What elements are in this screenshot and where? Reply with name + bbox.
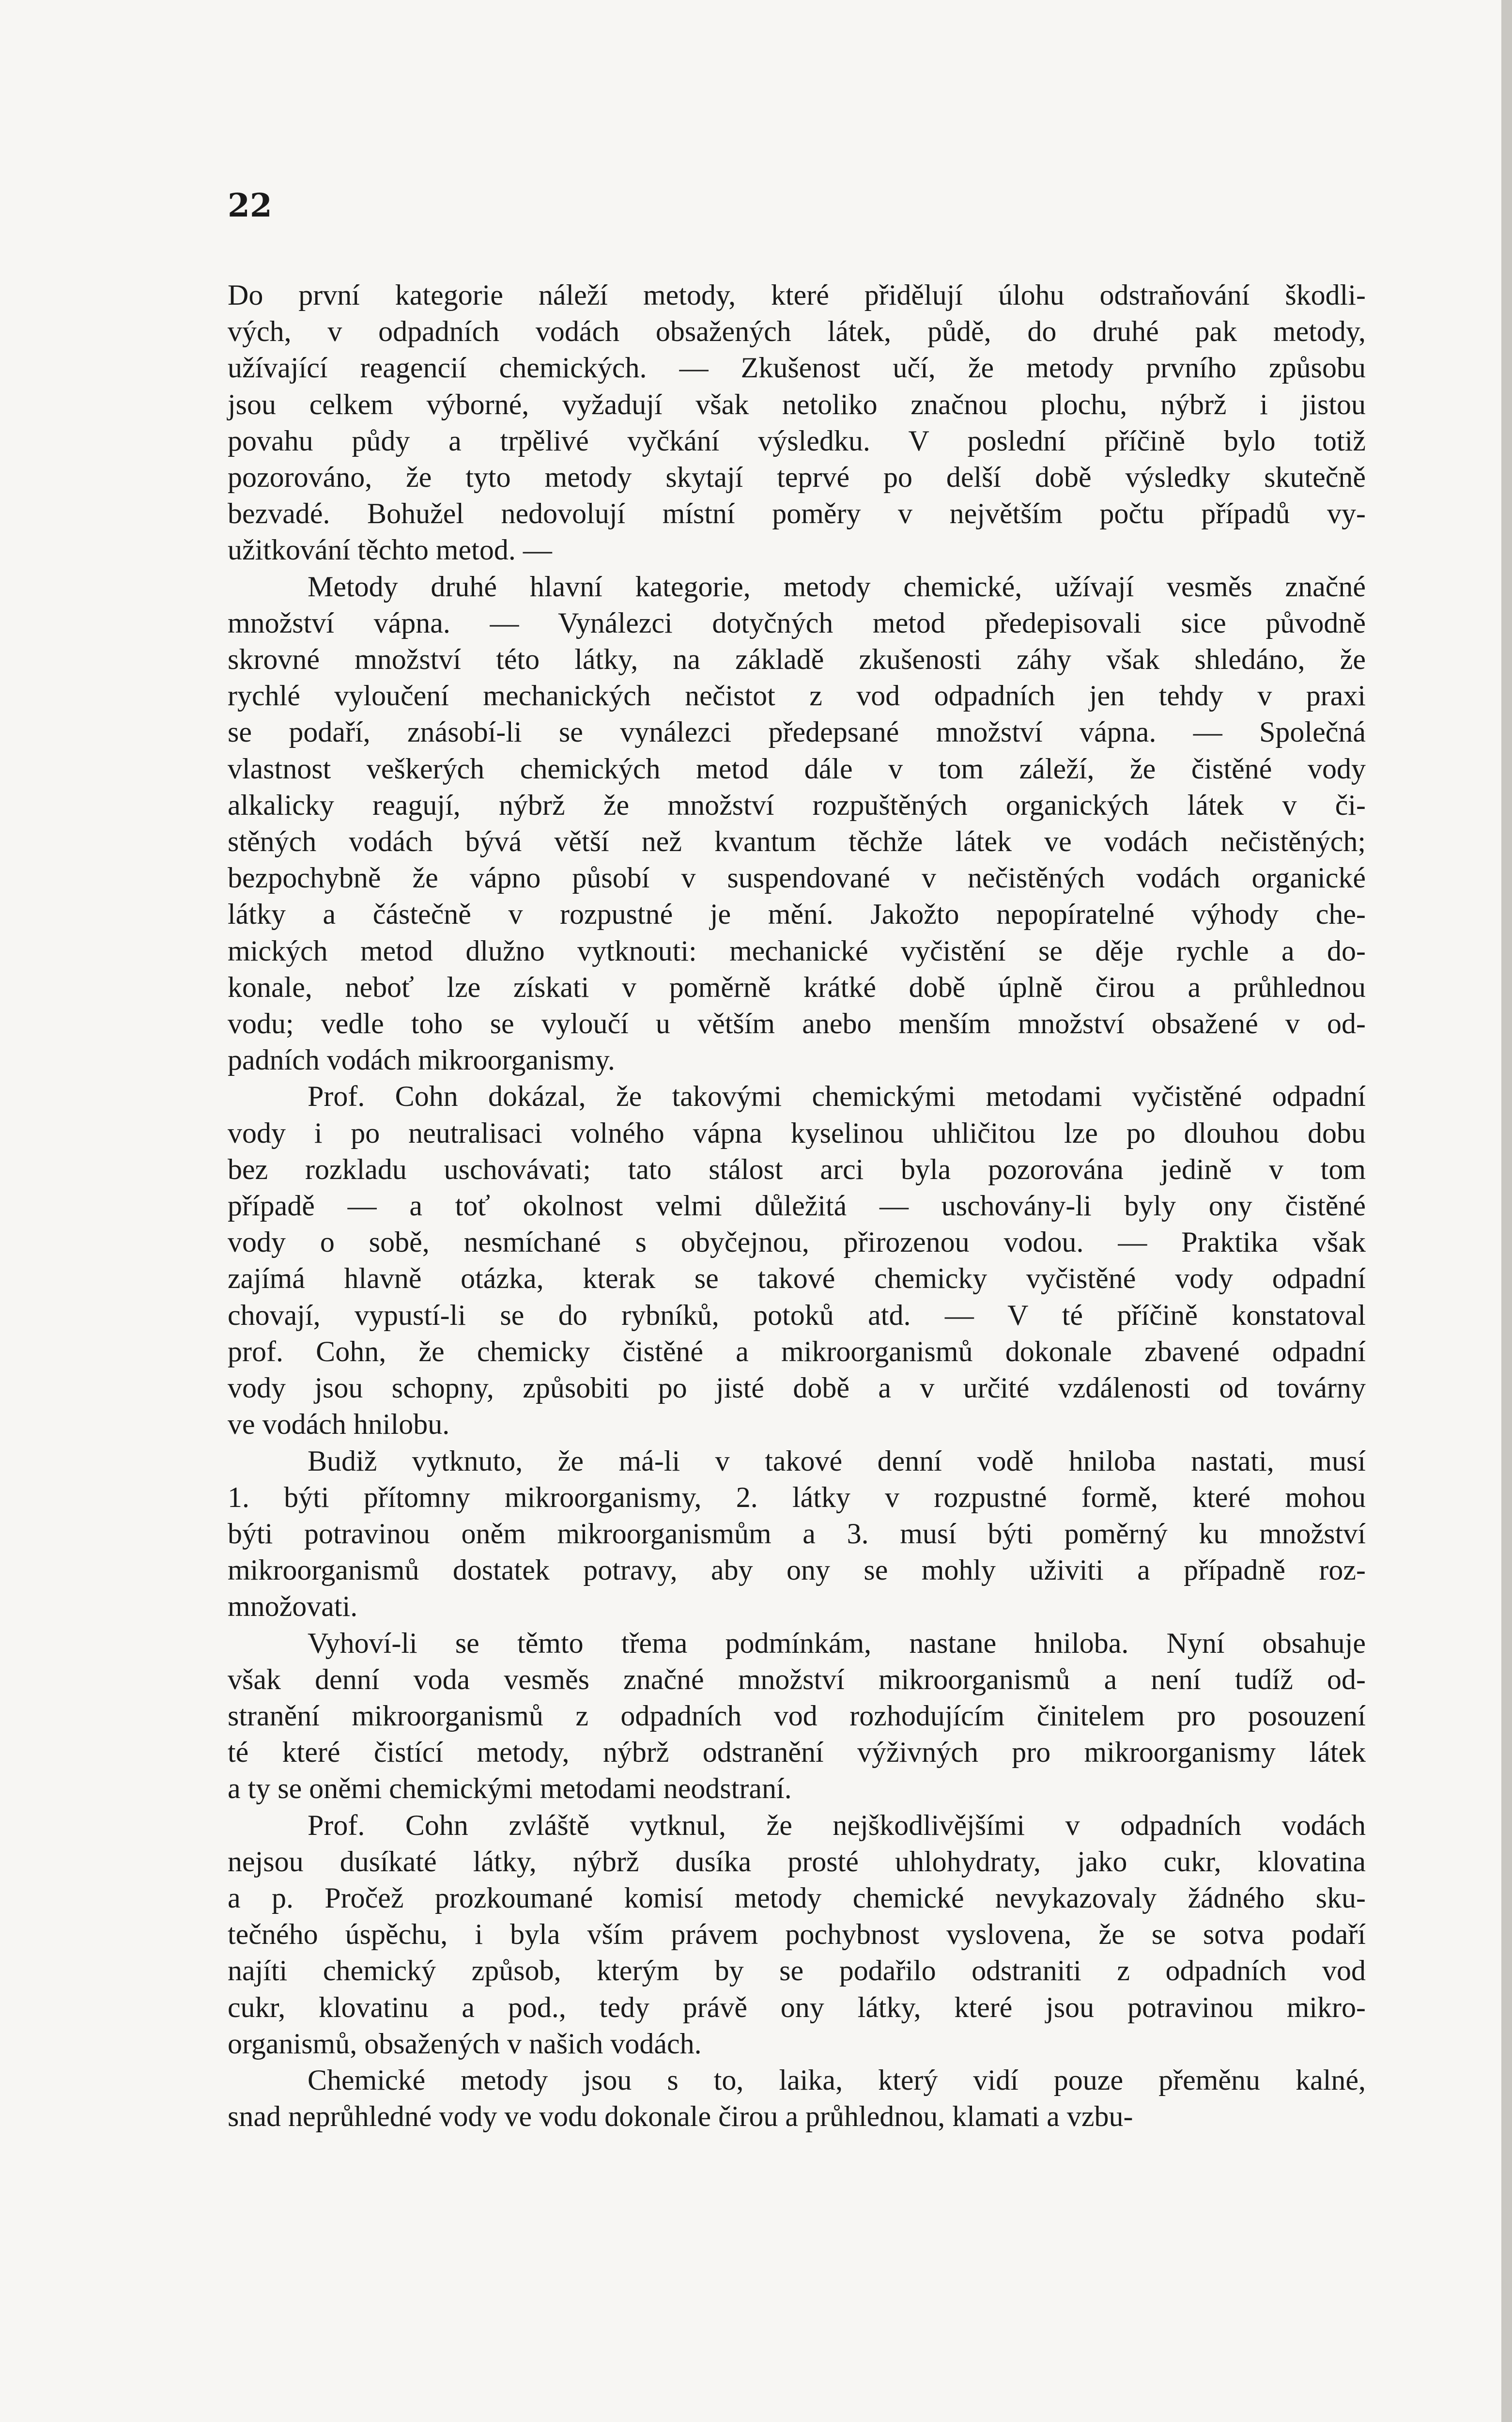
text-line: vlastnost veškerých chemických metod dále v tom záleží, že čistěné vody — [228, 752, 1366, 785]
text-line: bezvadé. Bohužel nedovolují místní poměry v největším počtu případů vy- — [228, 497, 1366, 530]
text-line: Prof. Cohn zvláště vytknul, že nejškodlivějšími v odpadních vodách — [308, 1809, 1366, 1841]
text-line: snad neprůhledné vody ve vodu dokonale čirou a průhlednou, klamati a vzbu- — [228, 2100, 1133, 2133]
text-line: alkalicky reagují, nýbrž že množství rozpuštěných organických látek v či- — [228, 789, 1366, 821]
text-line: však denní voda vesměs značné množství mikroorganismů a není tudíž od- — [228, 1663, 1366, 1695]
paragraph — [228, 277, 1366, 569]
text-line: skrovné množství této látky, na základě zkušenosti záhy však shledáno, že — [228, 643, 1366, 676]
text-line: látky a částečně v rozpustné je mění. Jakožto nepopíratelné výhody che- — [228, 898, 1366, 931]
text-line: užitkování těchto metod. — — [228, 534, 552, 566]
text-line: vody o sobě, nesmíchané s obyčejnou, přirozenou vodou. — Praktika však — [228, 1226, 1366, 1258]
text-line: rychlé vyloučení mechanických nečistot z vod odpadních jen tehdy v praxi — [228, 680, 1366, 712]
text-line: cukr, klovatinu a pod., tedy právě ony látky, které jsou potravinou mikro- — [228, 1991, 1366, 2023]
text-line: užívající reagencií chemických. — Zkušenost učí, že metody prvního způsobu — [228, 352, 1366, 384]
text-line: padních vodách mikroorganismy. — [228, 1044, 615, 1076]
text-line: vody jsou schopny, způsobiti po jisté době a v určité vzdálenosti od továrny — [228, 1372, 1366, 1404]
text-line: organismů, obsažených v našich vodách. — [228, 2027, 702, 2060]
text-line: nejsou dusíkaté látky, nýbrž dusíka prosté uhlohydraty, jako cukr, klovatina — [228, 1845, 1366, 1878]
text-line: bezpochybně že vápno působí v suspendované v nečistěných vodách organické — [228, 862, 1366, 894]
page-number: 22 — [228, 186, 272, 224]
paragraph — [228, 569, 1366, 1079]
text-line: prof. Cohn, že chemicky čistěné a mikroorganismů dokonale zbavené odpadní — [228, 1335, 1366, 1367]
text-line: Chemické metody jsou s to, laika, který vidí pouze přeměnu kalné, — [308, 2064, 1366, 2096]
text-line: bez rozkladu uschovávati; tato stálost arci byla pozorována jedině v tom — [228, 1153, 1366, 1185]
text-line: mikroorganismů dostatek potravy, aby ony se mohly uživiti a případně roz- — [228, 1554, 1366, 1586]
text-line: té které čistící metody, nýbrž odstranění výživných pro mikroorganismy látek — [228, 1736, 1366, 1769]
text-line: zajímá hlavně otázka, kterak se takové chemicky vyčistěné vody odpadní — [228, 1262, 1366, 1295]
text-line: najíti chemický způsob, kterým by se podařilo odstraniti z odpadních vod — [228, 1955, 1366, 1987]
paragraph — [228, 1625, 1366, 1807]
paragraph — [228, 2062, 1366, 2135]
text-line: vých, v odpadních vodách obsažených látek, půdě, do druhé pak metody, — [228, 315, 1366, 348]
text-line: 1. býti přítomny mikroorganismy, 2. látky v rozpustné formě, které mohou — [228, 1481, 1366, 1513]
paragraph — [228, 1443, 1366, 1625]
text-line: Vyhoví-li se těmto třema podmínkám, nastane hniloba. Nyní obsahuje — [308, 1627, 1366, 1659]
text-line: tečného úspěchu, i byla vším právem pochybnost vyslovena, že se sotva podaří — [228, 1918, 1366, 1951]
text-line: Budiž vytknuto, že má-li v takové denní vodě hniloba nastati, musí — [308, 1444, 1366, 1477]
text-line: množství vápna. — Vynálezci dotyčných metod předepisovali sice původně — [228, 606, 1366, 639]
paragraph — [228, 1807, 1366, 2062]
text-line: mických metod dlužno vytknouti: mechanické vyčistění se děje rychle a do- — [228, 934, 1366, 967]
text-line: množovati. — [228, 1590, 358, 1623]
text-line: pozorováno, že tyto metody skytají teprvé po delší době výsledky skutečně — [228, 461, 1366, 494]
text-line: Do první kategorie náleží metody, které přidělují úlohu odstraňování škodli- — [228, 279, 1366, 311]
text-line: a ty se oněmi chemickými metodami neodstraní. — [228, 1772, 792, 1805]
text-line: chovají, vypustí-li se do rybníků, potoků atd. — V té příčině konstatoval — [228, 1299, 1366, 1331]
text-line: ve vodách hnilobu. — [228, 1408, 450, 1441]
text-line: Metody druhé hlavní kategorie, metody chemické, užívají vesměs značné — [308, 570, 1366, 603]
text-line: případě — a toť okolnost velmi důležitá — uschovány-li byly ony čistěné — [228, 1190, 1366, 1222]
text-line: vody i po neutralisaci volného vápna kyselinou uhličitou lze po dlouhou dobu — [228, 1117, 1366, 1149]
text-line: vodu; vedle toho se vyloučí u větším anebo menším množství obsažené v od- — [228, 1008, 1366, 1040]
text-line: býti potravinou oněm mikroorganismům a 3. musí býti poměrný ku množství — [228, 1517, 1366, 1550]
text-line: jsou celkem výborné, vyžadují však netoliko značnou plochu, nýbrž i jistou — [228, 388, 1366, 420]
text-line: stranění mikroorganismů z odpadních vod rozhodujícím činitelem pro posouzení — [228, 1699, 1366, 1732]
page-edge — [1501, 0, 1512, 2422]
text-line: a p. Pročež prozkoumané komisí metody chemické nevykazovaly žádného sku- — [228, 1881, 1366, 1914]
body-text — [228, 277, 1366, 2135]
paragraph — [228, 1078, 1366, 1443]
text-line: povahu půdy a trpělivé vyčkání výsledku. V poslední příčině bylo totiž — [228, 424, 1366, 457]
text-line: Prof. Cohn dokázal, že takovými chemickými metodami vyčistěné odpadní — [308, 1080, 1366, 1113]
text-line: se podaří, znásobí-li se vynálezci předepsané množství vápna. — Společná — [228, 716, 1366, 748]
text-line: konale, neboť lze získati v poměrně krátké době úplně čirou a průhlednou — [228, 971, 1366, 1003]
text-line: stěných vodách bývá větší než kvantum těchže látek ve vodách nečistěných; — [228, 825, 1366, 858]
